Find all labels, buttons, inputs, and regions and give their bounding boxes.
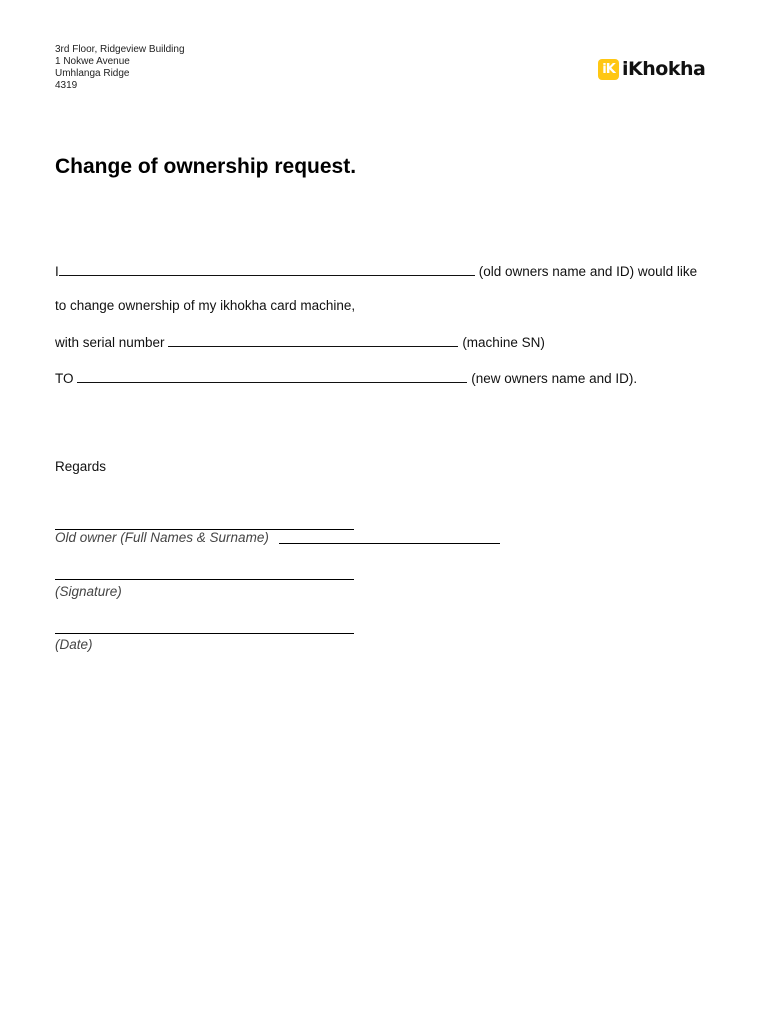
ikhokha-logo-text: iKhokha xyxy=(622,58,706,80)
date-line[interactable] xyxy=(55,633,354,634)
statement-prefix-to: TO xyxy=(55,371,74,386)
statement-line-new-owner xyxy=(55,370,637,386)
statement-suffix-old-owner: (old owners name and ID) would like xyxy=(478,264,698,279)
ikhokha-logo xyxy=(598,58,705,80)
statement-prefix-i: I xyxy=(55,264,59,279)
statement-line-owner xyxy=(55,263,697,279)
date-label: (Date) xyxy=(55,637,93,652)
new-owner-name-blank[interactable] xyxy=(77,370,467,383)
signature-line[interactable] xyxy=(55,579,354,580)
statement-suffix-serial: (machine SN) xyxy=(462,335,545,350)
address-line-street: 1 Nokwe Avenue xyxy=(55,56,130,67)
ikhokha-logo-mark: iK xyxy=(598,59,619,80)
statement-prefix-serial: with serial number xyxy=(55,335,165,350)
old-owner-name-line[interactable] xyxy=(279,543,500,544)
address-block xyxy=(55,44,185,92)
old-owner-name-blank[interactable] xyxy=(59,263,475,276)
closing-regards: Regards xyxy=(55,459,107,474)
old-owner-label: Old owner (Full Names & Surname) xyxy=(55,530,269,545)
address-line-postcode: 4319 xyxy=(55,80,78,91)
document-title: Change of ownership request. xyxy=(55,155,357,178)
statement-line-serial xyxy=(55,334,545,350)
machine-serial-blank[interactable] xyxy=(168,334,458,347)
address-line-suburb: Umhlanga Ridge xyxy=(55,68,130,79)
statement-suffix-new-owner: (new owners name and ID). xyxy=(471,371,638,386)
statement-line-change: to change ownership of my ikhokha card machine, xyxy=(55,298,356,313)
signature-label: (Signature) xyxy=(55,584,122,599)
address-line-building: 3rd Floor, Ridgeview Building xyxy=(55,44,185,55)
